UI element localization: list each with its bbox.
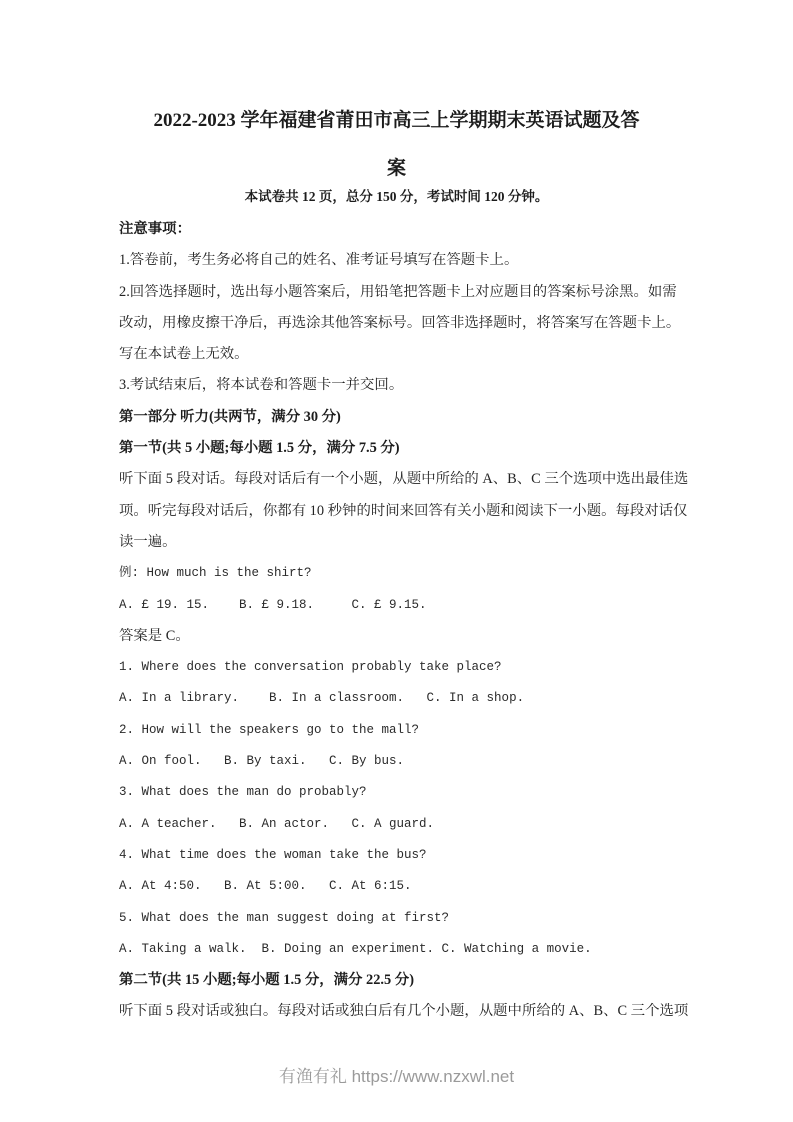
notice-item-2-line2: 改动，用橡皮擦干净后，再选涂其他答案标号。回答非选择题时，将答案写在答题卡上。 — [119, 314, 681, 331]
question-4: 4. What time does the woman take the bus? — [119, 847, 427, 862]
section1-instructions-line2: 项。听完每段对话后，你都有 10 秒钟的时间来回答有关小题和阅读下一小题。每段对话仅 — [119, 502, 688, 519]
example-question: 例: How much is the shirt? — [119, 566, 312, 581]
question-1-options: A. In a library. B. In a classroom. C. In a shop. — [119, 691, 525, 706]
question-2-options: A. On fool. B. By taxi. C. By bus. — [119, 754, 405, 769]
question-2: 2. How will the speakers go to the mall? — [119, 722, 420, 737]
page-title-line1: 2022-2023 学年福建省莆田市高三上学期期末英语试题及答 — [153, 110, 640, 131]
section1-instructions-line1: 听下面 5 段对话。每段对话后有一个小题，从题中所给的 A、B、C 三个选项中选出最佳选 — [119, 471, 689, 488]
notice-item-2-line1: 2.回答选择题时，选出每小题答案后，用铅笔把答题卡上对应题目的答案标号涂黑。如需 — [119, 283, 677, 300]
part1-heading: 第一部分 听力(共两节，满分 30 分) — [119, 408, 341, 425]
notice-item-2-line3: 写在本试卷上无效。 — [119, 346, 249, 363]
question-1: 1. Where does the conversation probably take place? — [119, 660, 502, 675]
example-answer: 答案是 C。 — [119, 627, 190, 644]
question-5-options: A. Taking a walk. B. Doing an experiment. C. Watching a movie. — [119, 941, 592, 956]
notice-item-1: 1.答卷前，考生务必将自己的姓名、准考证号填写在答题卡上。 — [119, 252, 519, 269]
page-title — [0, 97, 793, 193]
watermark-footer: 有渔有礼 https://www.nzxwl.net — [278, 1067, 515, 1086]
section1-instructions-line3: 读一遍。 — [119, 533, 177, 550]
question-3-options: A. A teacher. B. An actor. C. A guard. — [119, 816, 435, 831]
question-5: 5. What does the man suggest doing at first? — [119, 910, 450, 925]
doc-subtitle: 本试卷共 12 页，总分 150 分，考试时间 120 分钟。 — [244, 189, 549, 204]
notice-heading: 注意事项： — [119, 221, 191, 237]
doc-body — [119, 214, 689, 1028]
notice-item-3: 3.考试结束后，将本试卷和答题卡一并交回。 — [119, 377, 404, 394]
section2-heading: 第二节(共 15 小题;每小题 1.5 分，满分 22.5 分) — [119, 972, 414, 989]
section1-heading: 第一节(共 5 小题;每小题 1.5 分，满分 7.5 分) — [119, 440, 400, 457]
page-title-line2: 案 — [386, 158, 406, 179]
example-options: A. £ 19. 15. B. £ 9.18. C. £ 9.15. — [119, 597, 427, 612]
question-4-options: A. At 4:50. B. At 5:00. C. At 6:15. — [119, 879, 412, 894]
section2-instructions-line1: 听下面 5 段对话或独白。每段对话或独白后有几个小题，从题中所给的 A、B、C 三个选项 — [119, 1003, 689, 1020]
question-3: 3. What does the man do probably? — [119, 785, 367, 800]
